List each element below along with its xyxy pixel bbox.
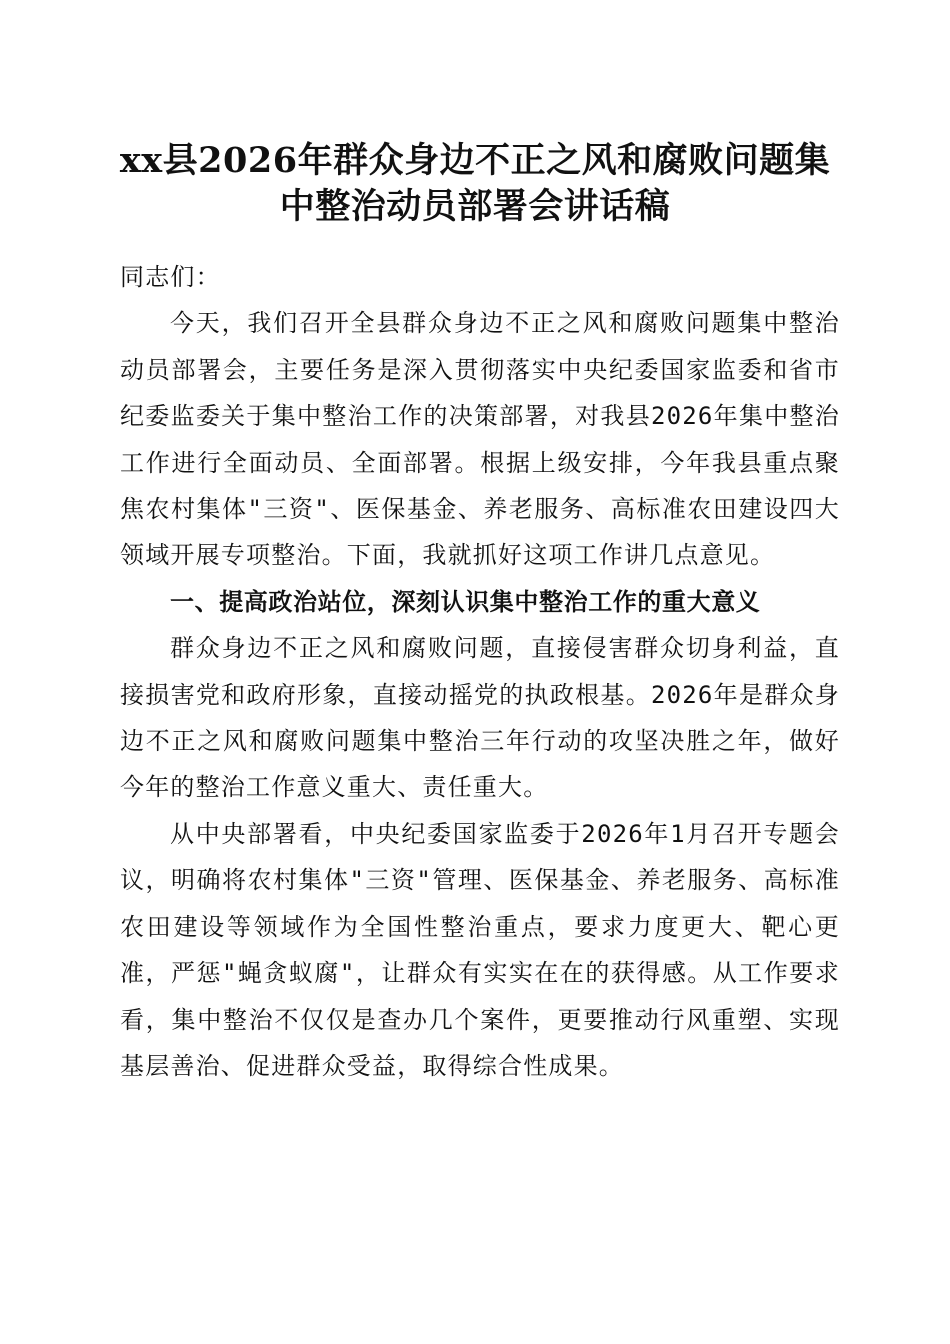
title-line-1: xx县2026年群众身边不正之风和腐败问题集 (119, 140, 831, 181)
intro-paragraph: 今天，我们召开全县群众身边不正之风和腐败问题集中整治动员部署会，主要任务是深入贯彻落实中央纪委国家监委和省市纪委监委关于集中整治工作的决策部署，对我县2026年集中整治工作进行全面动员、全面部署。根据上级安排，今年我县重点聚焦农村集体"三资"、医保基金、养老服务、高标准农田建设四大领域开展专项整治。下面，我就抓好这项工作讲几点意见。 (120, 309, 840, 570)
document-title (100, 138, 850, 230)
salutation: 同志们： (120, 263, 221, 291)
paragraph-2: 群众身边不正之风和腐败问题，直接侵害群众切身利益，直接损害党和政府形象，直接动摇党的执政根基。2026年是群众身边不正之风和腐败问题集中整治三年行动的攻坚决胜之年，做好今年的整治工作意义重大、责任重大。 (120, 634, 840, 802)
document-body (120, 254, 840, 1089)
section-heading-1: 一、提高政治站位，深刻认识集中整治工作的重大意义 (170, 587, 761, 616)
paragraph-3: 从中央部署看，中央纪委国家监委于2026年1月召开专题会议，明确将农村集体"三资"管理、医保基金、养老服务、高标准农田建设等领域作为全国性整治重点，要求力度更大、靶心更准，严惩"蝇贪蚁腐"，让群众有实实在在的获得感。从工作要求看，集中整治不仅仅是查办几个案件，更要推动行风重塑、实现基层善治、促进群众受益，取得综合性成果。 (120, 819, 840, 1080)
title-line-2: 中整治动员部署会讲话稿 (279, 186, 671, 227)
